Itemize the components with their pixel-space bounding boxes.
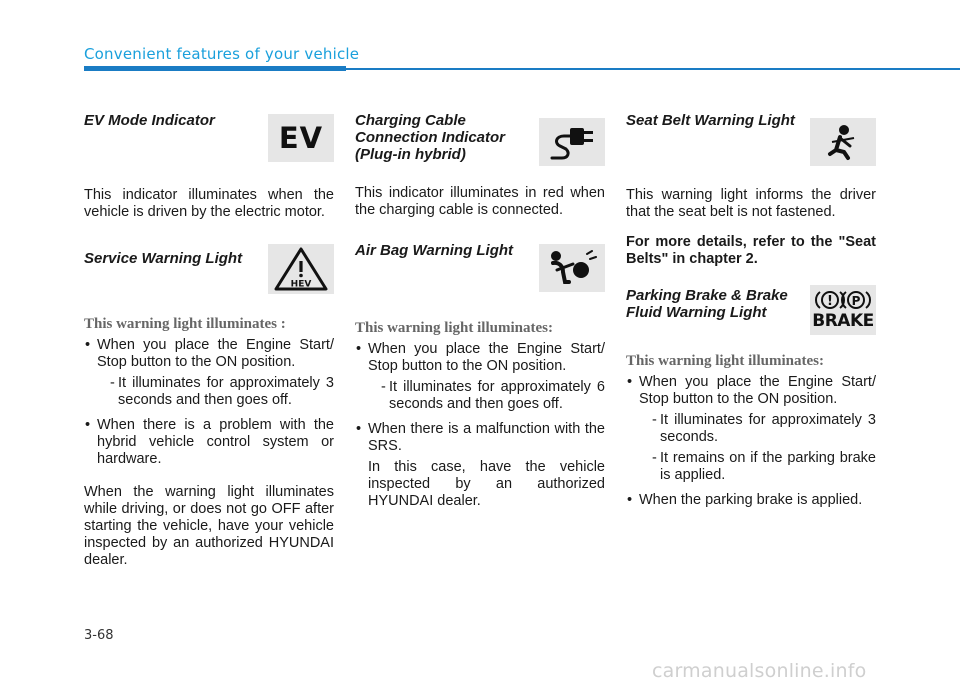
dash-marker: - bbox=[652, 412, 657, 428]
charging-cable-icon bbox=[539, 118, 605, 166]
airbag-icon bbox=[539, 244, 605, 292]
service-heading: Service Warning Light bbox=[84, 250, 243, 267]
section-header: Convenient features of your vehicle bbox=[84, 45, 360, 63]
parking-section-head bbox=[626, 287, 876, 353]
seatbelt-section-head bbox=[626, 112, 876, 187]
brake-icon-text: BRAKE bbox=[812, 311, 874, 331]
parking-dash-text-2: It remains on if the parking brake is applied. bbox=[660, 450, 876, 483]
service-body: When the warning light illuminates while driving, or does not go OFF after starting the vehicle, have your vehicle inspected by an authorized HYUNDAI dealer. bbox=[84, 484, 334, 568]
parking-dash-text-1: It illuminates for approximately 3 seconds. bbox=[660, 412, 876, 445]
seatbelt-icon bbox=[810, 118, 876, 166]
charging-heading-1: Charging Cable bbox=[355, 112, 466, 129]
parking-bullet-2: When the parking brake is applied. bbox=[639, 492, 863, 508]
hev-icon-text: HEV bbox=[290, 279, 312, 290]
airbag-section-head bbox=[355, 242, 605, 320]
parking-bullet-1-dash-1 bbox=[639, 412, 876, 446]
parking-bullets bbox=[626, 374, 876, 509]
header-accent-bar bbox=[84, 66, 346, 71]
column-2 bbox=[355, 112, 605, 518]
service-section-head bbox=[84, 250, 334, 316]
page-number: 3-68 bbox=[84, 628, 114, 643]
service-bullet-2: When there is a problem with the hybrid vehicle control system or hardware. bbox=[97, 417, 334, 467]
ev-mode-heading: EV Mode Indicator bbox=[84, 112, 215, 129]
brake-icon-excl: ! bbox=[827, 294, 833, 309]
ev-mode-section-head bbox=[84, 112, 334, 187]
list-item bbox=[626, 492, 876, 509]
parking-heading-2: Fluid Warning Light bbox=[626, 304, 767, 321]
dash-marker: - bbox=[110, 375, 115, 391]
charging-section-head bbox=[355, 112, 605, 187]
airbag-bullet-1: When you place the Engine Start/ Stop button to the ON position. bbox=[368, 341, 605, 374]
ev-icon-text: EV bbox=[278, 121, 324, 155]
seatbelt-heading: Seat Belt Warning Light bbox=[626, 112, 795, 129]
list-item bbox=[626, 374, 876, 484]
seatbelt-body: This warning light informs the driver that the seat belt is not fastened. bbox=[626, 187, 876, 220]
list-item bbox=[84, 337, 334, 409]
brake-warning-icon bbox=[810, 285, 876, 335]
watermark: carmanualsonline.info bbox=[652, 660, 867, 682]
airbag-bullets bbox=[355, 341, 605, 510]
ev-mode-body: This indicator illuminates when the vehicle is driven by the electric motor. bbox=[84, 187, 334, 220]
service-dash-text: It illuminates for approximately 3 seconds and then goes off. bbox=[118, 375, 334, 408]
list-item bbox=[84, 417, 334, 468]
airbag-subheading: This warning light illuminates: bbox=[355, 320, 553, 336]
parking-bullet-1: When you place the Engine Start/ Stop button to the ON position. bbox=[639, 374, 876, 407]
ev-icon bbox=[268, 114, 334, 162]
airbag-dash-text: It illuminates for approximately 6 seconds and then goes off. bbox=[389, 379, 605, 412]
charging-heading-2: Connection Indicator bbox=[355, 129, 505, 146]
list-item bbox=[355, 341, 605, 413]
parking-heading-1: Parking Brake & Brake bbox=[626, 287, 788, 304]
dash-marker: - bbox=[652, 450, 657, 466]
hev-warning-icon bbox=[268, 244, 334, 294]
dash-marker: - bbox=[381, 379, 386, 395]
service-subheading: This warning light illuminates : bbox=[84, 316, 286, 332]
service-bullet-1-dash bbox=[97, 375, 334, 409]
header-rule bbox=[346, 68, 960, 70]
parking-bullet-1-dash-2 bbox=[639, 450, 876, 484]
charging-heading-3: (Plug-in hybrid) bbox=[355, 146, 466, 163]
list-item bbox=[355, 421, 605, 510]
service-bullet-1: When you place the Engine Start/ Stop button to the ON position. bbox=[97, 337, 334, 370]
airbag-heading: Air Bag Warning Light bbox=[355, 242, 514, 259]
column-3 bbox=[626, 112, 876, 517]
seatbelt-note: For more details, refer to the "Seat Belts" in chapter 2. bbox=[626, 234, 876, 267]
parking-subheading: This warning light illuminates: bbox=[626, 353, 824, 369]
column-1 bbox=[84, 112, 334, 569]
airbag-bullet-2: When there is a malfunction with the SRS. bbox=[368, 421, 605, 454]
brake-icon-p: P bbox=[851, 294, 861, 308]
airbag-bullet-2-note: In this case, have the vehicle inspected by an authorized HYUNDAI dealer. bbox=[368, 459, 605, 509]
service-bullets bbox=[84, 337, 334, 468]
charging-body: This indicator illuminates in red when the charging cable is connected. bbox=[355, 185, 605, 218]
airbag-bullet-1-dash bbox=[368, 379, 605, 413]
